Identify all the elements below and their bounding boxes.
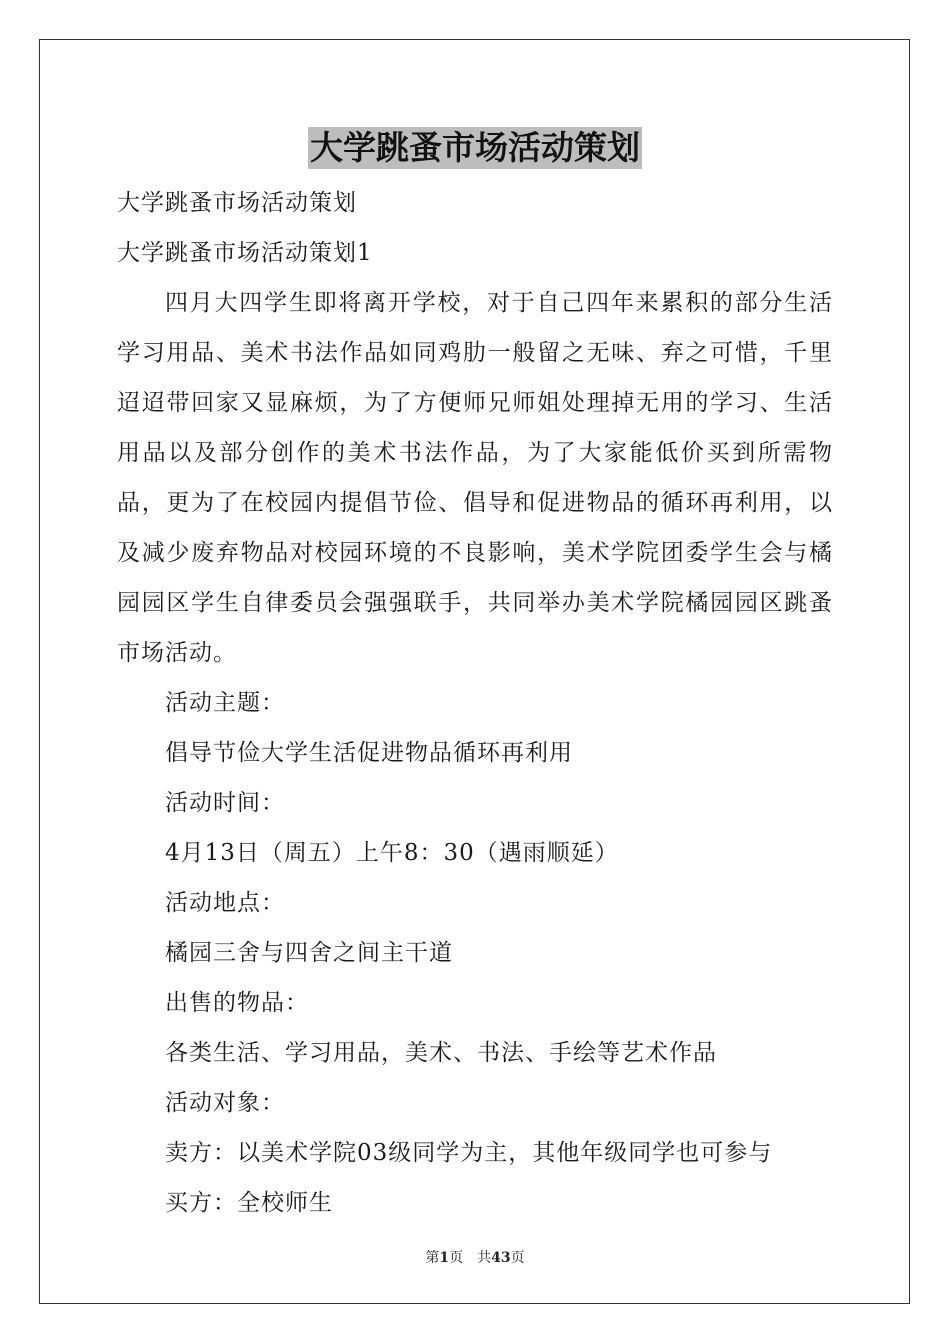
item-audience-label: 活动对象： <box>165 1090 285 1116</box>
section-heading: 大学跳蚤市场活动策划1 <box>117 240 373 266</box>
item-theme-value: 倡导节俭大学生活促进物品循环再利用 <box>165 740 573 766</box>
footer-mid: 页 共 <box>449 1250 492 1266</box>
item-seller: 卖方：以美术学院03级同学为主，其他年级同学也可参与 <box>165 1140 773 1166</box>
item-theme-label: 活动主题： <box>165 690 285 716</box>
footer-prefix: 第 <box>425 1250 440 1266</box>
item-location-label: 活动地点： <box>165 890 285 916</box>
document-body <box>117 178 833 1228</box>
intro-paragraph: 四月大四学生即将离开学校，对于自己四年来累积的部分生活学习用品、美术书法作品如同鸡肋一般留之无味、弃之可惜，千里迢迢带回家又显麻烦，为了方便师兄师姐处理掉无用的学习、生活用品以及部分创作的美术书法作品，为了大家能低价买到所需物品，更为了在校园内提倡节俭、倡导和促进物品的循环再利用，以及减少废弃物品对校园环境的不良影响，美术学院团委学生会与橘园园区学生自律委员会强强联手，共同举办美术学院橘园园区跳蚤市场活动。 <box>117 290 833 666</box>
item-buyer: 买方：全校师生 <box>165 1190 333 1216</box>
footer-suffix: 页 <box>510 1250 525 1266</box>
item-time-label: 活动时间： <box>165 790 285 816</box>
document-title: 大学跳蚤市场活动策划 <box>310 128 640 167</box>
item-goods-label: 出售的物品： <box>165 990 309 1016</box>
footer-page-current: 1 <box>439 1250 450 1266</box>
document-title-wrapper <box>0 127 950 169</box>
footer-page-total: 43 <box>491 1250 511 1266</box>
item-time-value: 4月13日（周五）上午8：30（遇雨顺延） <box>165 840 619 866</box>
item-location-value: 橘园三舍与四舍之间主干道 <box>165 940 453 966</box>
item-goods-value: 各类生活、学习用品，美术、书法、手绘等艺术作品 <box>165 1040 717 1066</box>
page-footer <box>0 1249 950 1267</box>
document-subtitle: 大学跳蚤市场活动策划 <box>117 190 357 216</box>
